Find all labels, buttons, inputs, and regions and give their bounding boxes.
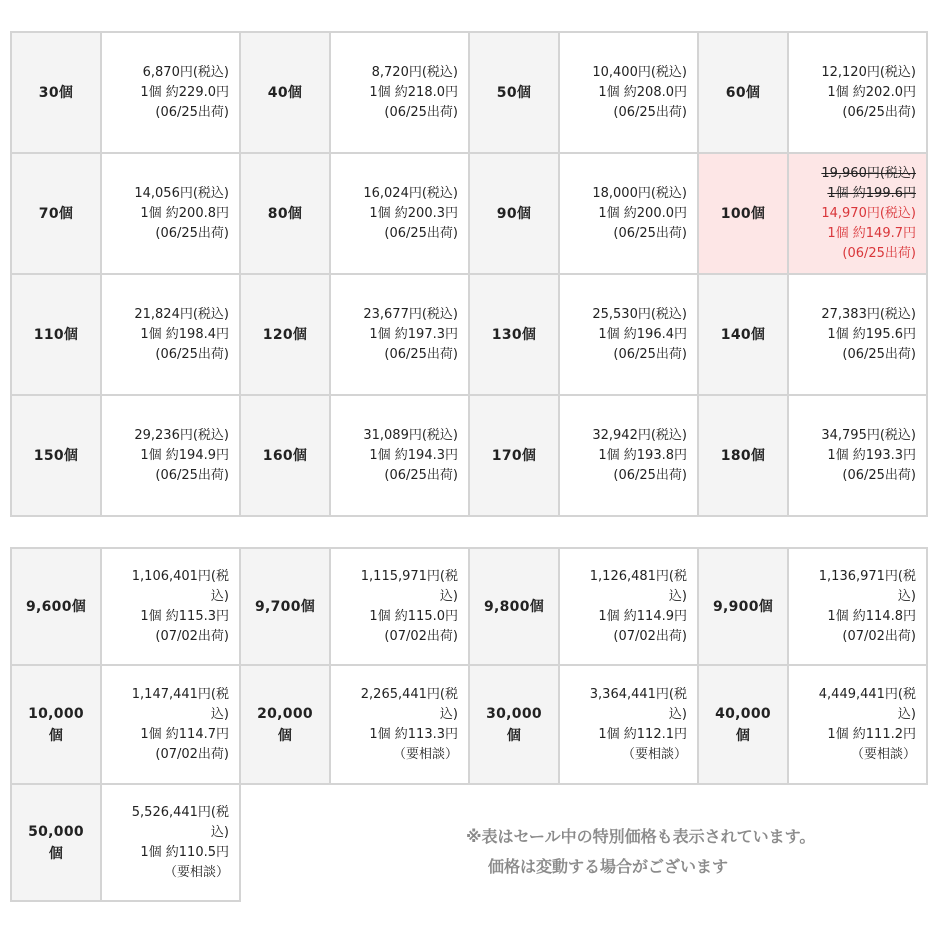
quantity-cell[interactable] bbox=[240, 665, 330, 784]
unit-price: 1個 約218.0円 bbox=[369, 84, 458, 100]
price-cell[interactable] bbox=[101, 784, 240, 901]
original-unit-price: 1個 約199.6円 bbox=[827, 185, 916, 201]
table-row bbox=[11, 32, 927, 153]
sale-unit-price: 1個 約149.7円 bbox=[827, 225, 916, 241]
note-line-2: 価格は変動する場合がございます bbox=[488, 857, 729, 876]
price-cell[interactable] bbox=[330, 548, 469, 665]
unit-price: 1個 約202.0円 bbox=[827, 84, 916, 100]
quantity-cell[interactable]: 9,900個 bbox=[698, 548, 788, 665]
unit-price: 1個 約113.3円 bbox=[369, 726, 458, 742]
pricing-note bbox=[466, 822, 815, 882]
price-cell[interactable] bbox=[330, 274, 469, 395]
ship-date: (06/25出荷) bbox=[384, 225, 458, 241]
price-cell[interactable] bbox=[559, 153, 698, 274]
ship-date: (06/25出荷) bbox=[842, 104, 916, 120]
unit-price: 1個 約193.3円 bbox=[827, 447, 916, 463]
quantity-unit: 個 bbox=[277, 727, 293, 744]
unit-price: 1個 約114.9円 bbox=[598, 608, 687, 624]
price-cell[interactable] bbox=[788, 274, 927, 395]
total-price-tax-suffix: 込) bbox=[668, 706, 687, 722]
ship-date: (06/25出荷) bbox=[155, 225, 229, 241]
total-price: 27,383円(税込) bbox=[821, 306, 916, 322]
quantity-cell[interactable]: 130個 bbox=[469, 274, 559, 395]
unit-price: 1個 約195.6円 bbox=[827, 326, 916, 342]
unit-price: 1個 約198.4円 bbox=[140, 326, 229, 342]
unit-price: 1個 約208.0円 bbox=[598, 84, 687, 100]
price-cell[interactable] bbox=[788, 548, 927, 665]
total-price: 21,824円(税込) bbox=[134, 306, 229, 322]
total-price-tax-suffix: 込) bbox=[439, 588, 458, 604]
ship-date: (06/25出荷) bbox=[384, 467, 458, 483]
ship-date: (06/25出荷) bbox=[613, 104, 687, 120]
total-price: 1,136,971円(税 bbox=[818, 568, 916, 584]
quantity-cell[interactable] bbox=[11, 665, 101, 784]
price-cell[interactable] bbox=[788, 395, 927, 516]
total-price: 10,400円(税込) bbox=[592, 64, 687, 80]
ship-date: (06/25出荷) bbox=[842, 245, 916, 261]
total-price: 18,000円(税込) bbox=[592, 185, 687, 201]
table-row bbox=[11, 665, 927, 784]
unit-price: 1個 約114.7円 bbox=[140, 726, 229, 742]
quantity-cell[interactable]: 30個 bbox=[11, 32, 101, 153]
ship-date: （要相談） bbox=[392, 746, 458, 762]
ship-date: (06/25出荷) bbox=[613, 225, 687, 241]
ship-date: (06/25出荷) bbox=[842, 467, 916, 483]
quantity-cell[interactable]: 140個 bbox=[698, 274, 788, 395]
total-price: 14,056円(税込) bbox=[134, 185, 229, 201]
price-cell[interactable] bbox=[101, 665, 240, 784]
ship-date: (06/25出荷) bbox=[842, 346, 916, 362]
price-cell[interactable] bbox=[330, 32, 469, 153]
ship-date: (06/25出荷) bbox=[155, 104, 229, 120]
ship-date: (06/25出荷) bbox=[155, 467, 229, 483]
total-price: 5,526,441円(税 bbox=[131, 804, 229, 820]
total-price: 6,870円(税込) bbox=[142, 64, 229, 80]
total-price: 16,024円(税込) bbox=[363, 185, 458, 201]
ship-date: (06/25出荷) bbox=[155, 346, 229, 362]
price-cell[interactable] bbox=[330, 395, 469, 516]
quantity-cell[interactable]: 150個 bbox=[11, 395, 101, 516]
unit-price: 1個 約194.9円 bbox=[140, 447, 229, 463]
ship-date: (07/02出荷) bbox=[155, 746, 229, 762]
total-price: 8,720円(税込) bbox=[371, 64, 458, 80]
total-price-tax-suffix: 込) bbox=[897, 706, 916, 722]
total-price: 4,449,441円(税 bbox=[818, 686, 916, 702]
price-cell[interactable] bbox=[330, 153, 469, 274]
unit-price: 1個 約115.3円 bbox=[140, 608, 229, 624]
sale-quantity-cell[interactable]: 100個 bbox=[698, 153, 788, 274]
price-cell[interactable] bbox=[788, 665, 927, 784]
ship-date: (06/25出荷) bbox=[384, 346, 458, 362]
total-price: 25,530円(税込) bbox=[592, 306, 687, 322]
quantity-cell[interactable]: 80個 bbox=[240, 153, 330, 274]
total-price: 1,126,481円(税 bbox=[589, 568, 687, 584]
quantity-cell[interactable]: 50個 bbox=[469, 32, 559, 153]
unit-price: 1個 約200.0円 bbox=[598, 205, 687, 221]
ship-date: (07/02出荷) bbox=[842, 628, 916, 644]
table-row bbox=[11, 395, 927, 516]
quantity-cell[interactable]: 120個 bbox=[240, 274, 330, 395]
quantity-cell[interactable] bbox=[11, 784, 101, 901]
quantity-cell[interactable]: 110個 bbox=[11, 274, 101, 395]
ship-date: （要相談） bbox=[163, 864, 229, 880]
quantity-cell[interactable] bbox=[469, 665, 559, 784]
quantity-cell[interactable]: 40個 bbox=[240, 32, 330, 153]
price-cell[interactable] bbox=[559, 395, 698, 516]
quantity-number: 20,000 bbox=[257, 705, 313, 722]
unit-price: 1個 約110.5円 bbox=[140, 844, 229, 860]
sale-total-price: 14,970円(税込) bbox=[821, 205, 916, 221]
ship-date: (07/02出荷) bbox=[613, 628, 687, 644]
total-price: 31,089円(税込) bbox=[363, 427, 458, 443]
quantity-cell[interactable] bbox=[698, 665, 788, 784]
ship-date: (07/02出荷) bbox=[155, 628, 229, 644]
price-cell[interactable] bbox=[330, 665, 469, 784]
unit-price: 1個 約200.8円 bbox=[140, 205, 229, 221]
total-price: 1,147,441円(税 bbox=[131, 686, 229, 702]
price-cell[interactable] bbox=[101, 548, 240, 665]
quantity-cell[interactable]: 170個 bbox=[469, 395, 559, 516]
quantity-number: 10,000 bbox=[28, 705, 84, 722]
price-cell[interactable] bbox=[559, 665, 698, 784]
unit-price: 1個 約111.2円 bbox=[827, 726, 916, 742]
unit-price: 1個 約200.3円 bbox=[369, 205, 458, 221]
unit-price: 1個 約194.3円 bbox=[369, 447, 458, 463]
unit-price: 1個 約229.0円 bbox=[140, 84, 229, 100]
price-cell[interactable] bbox=[559, 548, 698, 665]
price-cell[interactable] bbox=[101, 32, 240, 153]
total-price: 3,364,441円(税 bbox=[589, 686, 687, 702]
total-price: 1,106,401円(税 bbox=[131, 568, 229, 584]
quantity-number: 50,000 bbox=[28, 823, 84, 840]
price-cell[interactable] bbox=[101, 395, 240, 516]
quantity-cell[interactable]: 160個 bbox=[240, 395, 330, 516]
total-price-tax-suffix: 込) bbox=[897, 588, 916, 604]
quantity-cell[interactable]: 60個 bbox=[698, 32, 788, 153]
quantity-cell[interactable]: 9,700個 bbox=[240, 548, 330, 665]
unit-price: 1個 約193.8円 bbox=[598, 447, 687, 463]
ship-date: (07/02出荷) bbox=[384, 628, 458, 644]
quantity-cell[interactable]: 90個 bbox=[469, 153, 559, 274]
price-cell[interactable] bbox=[559, 32, 698, 153]
unit-price: 1個 約114.8円 bbox=[827, 608, 916, 624]
table-row bbox=[11, 274, 927, 395]
total-price: 1,115,971円(税 bbox=[360, 568, 458, 584]
unit-price: 1個 約197.3円 bbox=[369, 326, 458, 342]
unit-price: 1個 約112.1円 bbox=[598, 726, 687, 742]
quantity-unit: 個 bbox=[48, 727, 64, 744]
total-price-tax-suffix: 込) bbox=[439, 706, 458, 722]
total-price: 34,795円(税込) bbox=[821, 427, 916, 443]
ship-date: （要相談） bbox=[850, 746, 916, 762]
ship-date: (06/25出荷) bbox=[613, 467, 687, 483]
quantity-cell[interactable]: 180個 bbox=[698, 395, 788, 516]
quantity-cell[interactable]: 9,800個 bbox=[469, 548, 559, 665]
note-line-1: ※表はセール中の特別価格も表示されています。 bbox=[466, 827, 816, 846]
total-price-tax-suffix: 込) bbox=[210, 588, 229, 604]
price-cell[interactable] bbox=[788, 32, 927, 153]
quantity-number: 30,000 bbox=[486, 705, 542, 722]
total-price: 29,236円(税込) bbox=[134, 427, 229, 443]
ship-date: (06/25出荷) bbox=[384, 104, 458, 120]
table-row bbox=[11, 153, 927, 274]
total-price-tax-suffix: 込) bbox=[668, 588, 687, 604]
sale-price-cell[interactable] bbox=[788, 153, 927, 274]
quantity-unit: 個 bbox=[506, 727, 522, 744]
quantity-unit: 個 bbox=[48, 845, 64, 862]
price-cell[interactable] bbox=[101, 274, 240, 395]
total-price: 12,120円(税込) bbox=[821, 64, 916, 80]
price-table-small-lots bbox=[10, 31, 928, 517]
unit-price: 1個 約115.0円 bbox=[369, 608, 458, 624]
price-cell[interactable] bbox=[559, 274, 698, 395]
total-price-tax-suffix: 込) bbox=[210, 824, 229, 840]
total-price: 2,265,441円(税 bbox=[360, 686, 458, 702]
price-cell[interactable] bbox=[101, 153, 240, 274]
ship-date: （要相談） bbox=[621, 746, 687, 762]
total-price-tax-suffix: 込) bbox=[210, 706, 229, 722]
table-row bbox=[11, 548, 927, 665]
total-price: 32,942円(税込) bbox=[592, 427, 687, 443]
unit-price: 1個 約196.4円 bbox=[598, 326, 687, 342]
quantity-cell[interactable]: 70個 bbox=[11, 153, 101, 274]
total-price: 23,677円(税込) bbox=[363, 306, 458, 322]
quantity-unit: 個 bbox=[735, 727, 751, 744]
original-total-price: 19,960円(税込) bbox=[821, 165, 916, 181]
ship-date: (06/25出荷) bbox=[613, 346, 687, 362]
quantity-number: 40,000 bbox=[715, 705, 771, 722]
quantity-cell[interactable]: 9,600個 bbox=[11, 548, 101, 665]
